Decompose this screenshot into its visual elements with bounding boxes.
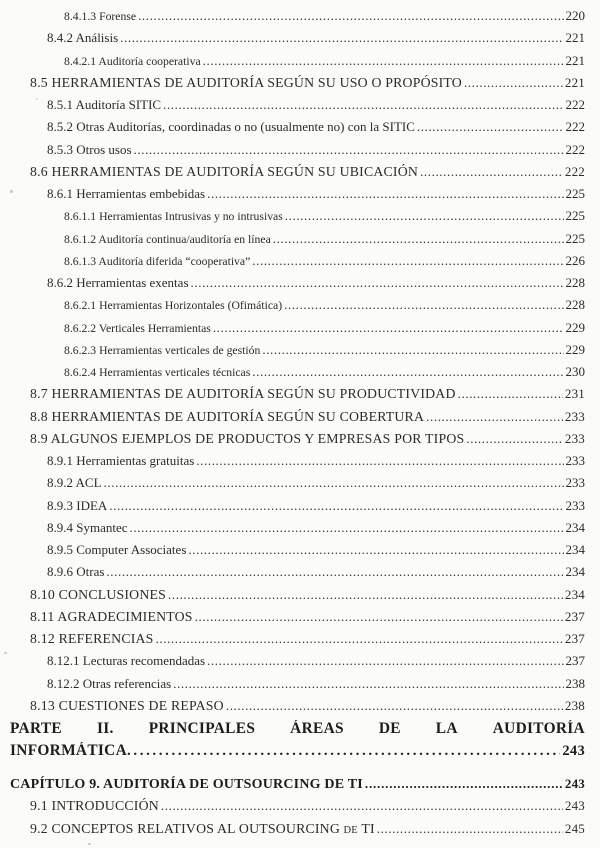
toc-entry-row	[0, 698, 585, 720]
toc-leader-dots	[109, 498, 563, 514]
toc-entry-page-number: 221	[565, 30, 585, 46]
toc-entry-label: 8.9.4 Symantec	[47, 519, 128, 535]
toc-entry-page-number: 243	[564, 798, 585, 814]
toc-entry-page-number: 228	[565, 275, 585, 290]
toc-leader-dots	[262, 342, 563, 358]
toc-entry-page-number: 233	[565, 475, 585, 491]
part-heading-word: AUDITORÍA	[492, 720, 585, 737]
toc-entry-row	[0, 676, 585, 698]
toc-entry-row	[0, 53, 585, 75]
toc-entry-row	[0, 30, 585, 52]
toc-entry-page-number: 225	[565, 208, 585, 224]
toc-entry-page-number: 238	[564, 697, 585, 713]
toc-entry-page-number: 229	[565, 341, 585, 357]
toc-entry-row	[0, 342, 585, 364]
toc-entry-label: 8.5.1 Auditoría SITIC	[47, 97, 162, 112]
toc-entry-page-number: 225	[565, 230, 585, 246]
toc-entry-row	[0, 75, 585, 97]
toc-leader-dots	[134, 142, 564, 158]
toc-leader-dots	[203, 53, 564, 69]
toc-leader-dots	[377, 821, 563, 837]
part-heading-line2	[0, 742, 585, 764]
toc-leader-dots	[284, 297, 563, 313]
toc-entry-label: 8.9.5 Computer Associates	[47, 542, 187, 557]
toc-entry-row	[0, 520, 585, 542]
toc-leader-dots	[188, 542, 563, 558]
toc-entry-label: 8.12.2 Otras referencias	[47, 675, 172, 691]
part-heading-word: LA	[435, 720, 458, 737]
toc-entry-row	[0, 475, 585, 497]
toc-entry-page-number: 221	[564, 74, 585, 90]
toc-entry-page-number: 222	[564, 163, 585, 179]
toc-leader-dots	[426, 409, 563, 425]
toc-entry-page-number: 234	[565, 519, 585, 535]
toc-entry-page-number: 234	[564, 586, 585, 602]
toc-entry-label: 8.12 REFERENCIAS	[30, 631, 154, 646]
toc-leader-dots	[207, 186, 563, 202]
toc-leader-dots	[161, 798, 563, 814]
toc-entry-label: 8.6.2.2 Verticales Herramientas	[64, 321, 211, 335]
toc-entry-label: 8.6.2.3 Herramientas verticales de gestión	[64, 343, 261, 357]
toc-entry-page-number: 226	[565, 252, 585, 268]
toc-entry-row	[0, 653, 585, 675]
toc-entry-row	[0, 609, 585, 631]
toc-leader-dots	[106, 564, 563, 580]
part-heading-line1	[0, 720, 585, 742]
toc-entry-page-number: 221	[565, 52, 585, 68]
toc-entry-page-number: 233	[564, 430, 585, 446]
toc-leader-dots	[156, 631, 563, 647]
toc-leader-dots	[273, 231, 564, 247]
toc-entry-row	[0, 631, 585, 653]
toc-entry-label: 8.6.2 Herramientas exentas	[47, 275, 189, 290]
toc-entry-label-tail: TI	[361, 820, 375, 836]
toc-entry-page-number: 222	[565, 97, 585, 112]
toc-entry-page-number: 245	[564, 820, 585, 836]
toc-entry-label: 8.6.1.3 Auditoría diferida “cooperativa”	[64, 254, 251, 268]
toc-entry-label: 8.9.2 ACL	[47, 475, 102, 491]
toc-entry-label: 8.4.2 Análisis	[47, 30, 119, 46]
toc-entry-page-number: 233	[565, 497, 585, 513]
scan-speck	[88, 843, 91, 845]
toc-entry-page-number: 228	[565, 297, 585, 313]
toc-entry-page-number: 243	[564, 776, 585, 791]
toc-entry-page-number: 233	[565, 453, 585, 468]
toc-leader-dots	[417, 119, 564, 135]
toc-leader-dots	[127, 743, 560, 760]
toc-entry-page-number: 225	[565, 186, 585, 201]
part-heading-word: PARTE	[10, 720, 62, 737]
toc-entry-row	[0, 498, 585, 520]
toc-entry-row	[0, 409, 585, 431]
toc-leader-dots	[173, 676, 563, 692]
toc-entry-label: 8.9 ALGUNOS EJEMPLOS DE PRODUCTOS Y EMPRESAS POR TIPOS	[30, 430, 465, 446]
toc-leader-dots	[464, 75, 563, 91]
toc-entry-page-number: 222	[565, 141, 585, 157]
toc-entry-page-number: 237	[564, 608, 585, 624]
toc-leader-dots	[466, 431, 563, 447]
toc-entry-row	[0, 587, 585, 609]
toc-entry-label: 8.6.1.1 Herramientas Intrusivas y no intrusivas	[64, 210, 283, 224]
toc-entry-row	[0, 431, 585, 453]
scan-speck	[10, 190, 13, 193]
chapter-heading-label: CAPÍTULO 9. AUDITORÍA DE OUTSOURCING DE TI	[10, 777, 363, 792]
toc-entry-row	[0, 164, 585, 186]
part-heading-word: ÁREAS	[290, 720, 344, 737]
toc-entry-page-number: 222	[565, 119, 585, 135]
toc-entry-row	[0, 453, 585, 475]
toc-leader-dots	[458, 386, 563, 402]
toc-entry-row	[0, 320, 585, 342]
toc-entry-label: 8.5 HERRAMIENTAS DE AUDITORÍA SEGÚN SU USO O PROPÓSITO	[30, 74, 462, 90]
toc-leader-dots	[213, 320, 564, 336]
toc-leader-dots	[285, 208, 564, 224]
toc-entry-label-smallcaps: DE	[343, 824, 358, 836]
toc-entry-page-number: 229	[565, 319, 585, 335]
toc-entry-label: 8.4.1.3 Forense	[64, 10, 137, 23]
part-heading-word: PRINCIPALES	[148, 720, 256, 737]
toc-entry-row	[0, 564, 585, 586]
toc-entry-page-number: 231	[564, 386, 585, 402]
toc-entry-label: 8.6.2.1 Herramientas Horizontales (Ofimática)	[64, 299, 283, 313]
toc-entry-label: 8.12.1 Lecturas recomendadas	[47, 653, 206, 669]
part-heading-word: DE	[378, 720, 401, 737]
toc-leader-dots	[168, 587, 563, 603]
toc-entry-row	[0, 275, 585, 297]
chapter-heading-row	[0, 776, 585, 798]
toc-entry-page-number: 230	[565, 364, 585, 379]
toc-entry-label: 8.6 HERRAMIENTAS DE AUDITORÍA SEGÚN SU UBICACIÓN	[30, 163, 419, 179]
toc-entry-label: 8.5.2 Otras Auditorías, coordinadas o no (usualmente no) con la SITIC	[47, 119, 415, 135]
part-heading-word: II.	[96, 720, 114, 737]
toc-leader-dots	[191, 275, 564, 291]
toc-entry-label: 8.11 AGRADECIMIENTOS	[30, 608, 193, 624]
toc-entry-row	[0, 208, 585, 230]
toc-entry-page-number: 220	[565, 8, 585, 23]
toc-leader-dots	[365, 776, 563, 792]
toc-entry-label: 8.13 CUESTIONES DE REPASO	[30, 697, 224, 713]
toc-entry-label: 8.9.3 IDEA	[47, 497, 108, 513]
scan-speck	[36, 98, 38, 100]
toc-leader-dots	[196, 453, 563, 469]
toc-leader-dots	[163, 97, 563, 113]
toc-entry-row	[0, 297, 585, 319]
toc-entry-page-number: 243	[562, 742, 585, 759]
toc-leader-dots	[226, 698, 563, 714]
toc-entry-label: 8.8 HERRAMIENTAS DE AUDITORÍA SEGÚN SU COBERTURA	[30, 408, 425, 424]
toc-entry-row	[0, 253, 585, 275]
toc-entry-label: 8.10 CONCLUSIONES	[30, 586, 167, 602]
toc-entry-label: 8.7 HERRAMIENTAS DE AUDITORÍA SEGÚN SU PRODUCTIVIDAD	[30, 386, 456, 402]
toc-entry-page-number: 233	[564, 408, 585, 424]
toc-leader-dots	[104, 475, 564, 491]
toc-leader-dots	[420, 164, 563, 180]
toc-entry-row	[0, 798, 585, 820]
toc-entry-label: 8.6.1 Herramientas embebidas	[47, 186, 206, 201]
toc-entry-row	[0, 364, 585, 386]
toc-entry-label: 8.6.1.2 Auditoría continua/auditoría en línea	[64, 232, 271, 246]
toc-entry-page-number: 238	[565, 675, 585, 691]
toc-entry-row	[0, 119, 585, 141]
toc-leader-dots	[120, 30, 563, 46]
toc-leader-dots	[252, 253, 563, 269]
toc-entry-page-number: 234	[565, 564, 585, 580]
toc-entry-page-number: 234	[565, 542, 585, 557]
toc-leader-dots	[138, 8, 563, 24]
part-heading-label: INFORMÁTICA	[10, 741, 128, 759]
toc-entry-row	[0, 231, 585, 253]
toc-entry-row	[0, 186, 585, 208]
toc-leader-dots	[130, 520, 564, 536]
toc-entry-label: 9.2 CONCEPTOS RELATIVOS AL OUTSOURCING	[30, 820, 341, 836]
toc-entry-row	[0, 542, 585, 564]
toc-entry-row	[0, 386, 585, 408]
toc-entry-label: 9.1 INTRODUCCIÓN	[30, 798, 159, 814]
toc-entry-row	[0, 821, 585, 843]
toc-leader-dots	[252, 364, 563, 380]
toc-entry-label: 8.9.6 Otras	[47, 564, 105, 580]
scan-speck	[4, 652, 7, 654]
toc-entry-page-number: 237	[565, 653, 585, 669]
toc-entry-label: 8.9.1 Herramientas gratuitas	[47, 453, 195, 468]
toc-leader-dots	[207, 653, 563, 669]
toc-entry-label: 8.4.2.1 Auditoría cooperativa	[64, 54, 201, 68]
toc-entry-row	[0, 8, 585, 30]
toc-leader-dots	[195, 609, 563, 625]
toc-entry-page-number: 237	[564, 631, 585, 646]
toc-entry-row	[0, 97, 585, 119]
toc-entry-label: 8.6.2.4 Herramientas verticales técnicas	[64, 366, 251, 379]
toc-entry-label: 8.5.3 Otros usos	[47, 141, 132, 157]
toc-entry-row	[0, 142, 585, 164]
